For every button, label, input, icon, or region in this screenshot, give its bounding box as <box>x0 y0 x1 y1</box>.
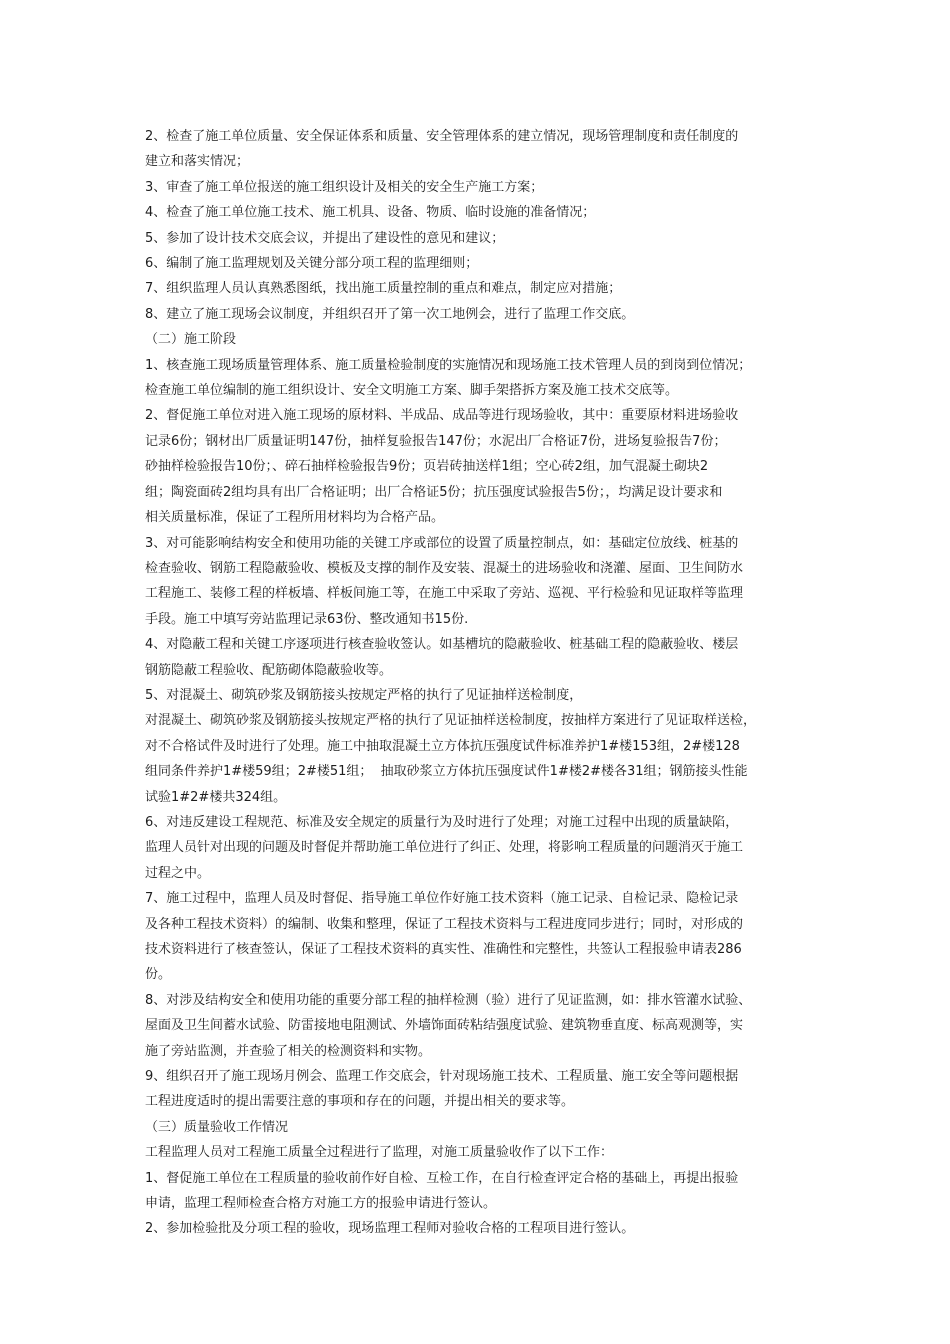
text-line: 4、检查了施工单位施工技术、施工机具、设备、物质、临时设施的准备情况； <box>145 205 596 221</box>
text-line: 2、参加检验批及分项工程的验收，现场监理工程师对验收合格的工程项目进行签认。 <box>145 1221 635 1237</box>
text-line: 记录6份；钢材出厂质量证明147份，抽样复验报告147份；水泥出厂合格证7份，进场复验报告7份； <box>145 433 727 449</box>
text-line: 建立和落实情况； <box>145 154 250 170</box>
text-line: 过程之中。 <box>145 865 211 881</box>
text-line: 监理人员针对出现的问题及时督促并帮助施工单位进行了纠正、处理，将影响工程质量的问题消灭于施工 <box>145 840 744 856</box>
text-line: 9、组织召开了施工现场月例会、监理工作交底会，针对现场施工技术、工程质量、施工安全等问题根据 <box>145 1069 739 1085</box>
text-line: 试验1#2#楼共324组。 <box>145 789 287 805</box>
text-line: 组同条件养护1#楼59组；2#楼51组； 抽取砂浆立方体抗压强度试件1#楼2#楼各31组；钢筋接头性能 <box>145 764 748 780</box>
text-line: 8、对涉及结构安全和使用功能的重要分部工程的抽样检测（验）进行了见证监测，如：排水管灌水试验、 <box>145 992 752 1008</box>
text-line: 对不合格试件及时进行了处理。施工中抽取混凝土立方体抗压强度试件标准养护1#楼153组，2#楼128 <box>145 738 740 754</box>
text-line: 1、督促施工单位在工程质量的验收前作好自检、互检工作，在自行检查评定合格的基础上，再提出报验 <box>145 1170 739 1186</box>
text-line: 2、督促施工单位对进入施工现场的原材料、半成品、成品等进行现场验收，其中：重要原材料进场验收 <box>145 408 739 424</box>
text-line: 钢筋隐蔽工程验收、配筋砌体隐蔽验收等。 <box>145 662 393 678</box>
text-line: 组；陶瓷面砖2组均具有出厂合格证明；出厂合格证5份；抗压强度试验报告5份；，均满足设计要求和 <box>145 484 723 500</box>
text-line: 相关质量标准，保证了工程所用材料均为合格产品。 <box>145 510 445 526</box>
text-line: 6、对违反建设工程规范、标准及安全规定的质量行为及时进行了处理；对施工过程中出现的质量缺陷， <box>145 814 739 830</box>
text-line: （三）质量验收工作情况 <box>145 1119 289 1135</box>
text-line: 工程施工、装修工程的样板墙、样板间施工等，在施工中采取了旁站、巡视、平行检验和见证取样等监理 <box>145 586 744 602</box>
text-line: 手段。施工中填写旁站监理记录63份、整改通知书15份. <box>145 611 469 627</box>
text-line: 工程监理人员对工程施工质量全过程进行了监理，对施工质量验收作了以下工作： <box>145 1145 614 1161</box>
text-line: 份。 <box>145 967 172 983</box>
text-line: 1、核查施工现场质量管理体系、施工质量检验制度的实施情况和现场施工技术管理人员的到岗到位情况； <box>145 357 752 373</box>
text-line: 屋面及卫生间蓄水试验、防雷接地电阻测试、外墙饰面砖粘结强度试验、建筑物垂直度、标高观测等，实 <box>145 1018 744 1034</box>
text-line: 6、编制了施工监理规划及关键分部分项工程的监理细则； <box>145 256 479 272</box>
text-line: 技术资料进行了核查签认，保证了工程技术资料的真实性、准确性和完整性，共签认工程报验申请表286 <box>145 942 742 957</box>
text-line: 工程进度适时的提出需要注意的事项和存在的问题，并提出相关的要求等。 <box>145 1094 575 1110</box>
text-line: 检查施工单位编制的施工组织设计、安全文明施工方案、脚手架搭拆方案及施工技术交底等。 <box>145 383 679 399</box>
text-line: 3、审查了施工单位报送的施工组织设计及相关的安全生产施工方案； <box>145 179 544 195</box>
text-line: 5、对混凝土、砌筑砂浆及钢筋接头按规定严格的执行了见证抽样送检制度， <box>145 687 583 703</box>
text-line: 施了旁站监测，并查验了相关的检测资料和实物。 <box>145 1043 432 1059</box>
text-line: 2、检查了施工单位质量、安全保证体系和质量、安全管理体系的建立情况，现场管理制度和责任制度的 <box>145 129 739 144</box>
text-line: （二）施工阶段 <box>145 332 237 348</box>
text-line: 及各种工程技术资料）的编制、收集和整理，保证了工程技术资料与工程进度同步进行；同时，对形成的 <box>145 916 744 932</box>
text-line: 5、参加了设计技术交底会议，并提出了建设性的意见和建议； <box>145 230 505 246</box>
text-line: 3、对可能影响结构安全和使用功能的关键工序或部位的设置了质量控制点，如：基础定位放线、桩基的 <box>145 535 739 551</box>
text-line: 8、建立了施工现场会议制度，并组织召开了第一次工地例会，进行了监理工作交底。 <box>145 306 635 322</box>
document-body <box>145 124 825 1242</box>
text-line: 对混凝土、砌筑砂浆及钢筋接头按规定严格的执行了见证抽样送检制度，按抽样方案进行了见证取样送检， <box>145 713 757 729</box>
text-line: 7、施工过程中，监理人员及时督促、指导施工单位作好施工技术资料（施工记录、自检记录、隐检记录 <box>145 891 739 907</box>
text-line: 申请，监理工程师检查合格方对施工方的报验申请进行签认。 <box>145 1196 497 1212</box>
text-line: 检查验收、钢筋工程隐蔽验收、模板及支撑的制作及安装、混凝土的进场验收和浇灌、屋面、卫生间防水 <box>145 560 744 576</box>
text-line: 7、组织监理人员认真熟悉图纸，找出施工质量控制的重点和难点，制定应对措施； <box>145 281 622 297</box>
text-line: 砂抽样检验报告10份；、碎石抽样检验报告9份；页岩砖抽送样1组；空心砖2组，加气混凝土砌块2 <box>145 459 709 475</box>
text-line: 4、对隐蔽工程和关键工序逐项进行核查验收签认。如基槽坑的隐蔽验收、桩基础工程的隐蔽验收、楼层 <box>145 637 739 653</box>
